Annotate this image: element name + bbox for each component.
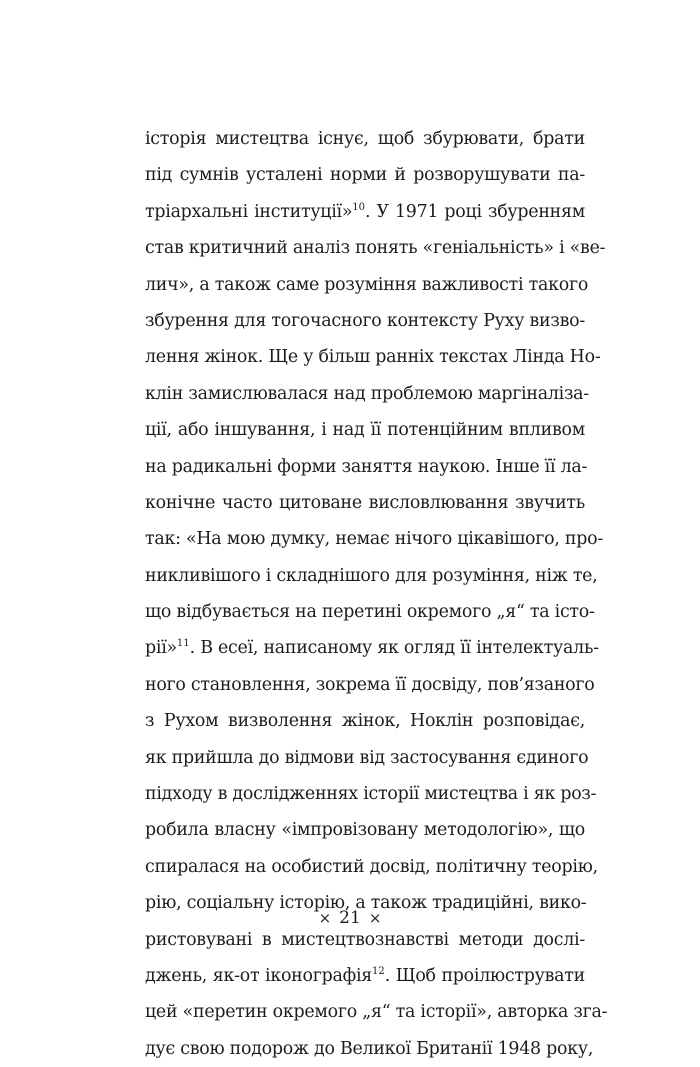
text-line bbox=[145, 594, 595, 630]
text-line bbox=[145, 667, 595, 703]
text-line bbox=[145, 849, 598, 885]
footnote-marker: 11 bbox=[176, 638, 190, 650]
text-line bbox=[145, 958, 585, 994]
line-text: ції, або іншування, і над її потенційним впливом bbox=[145, 420, 585, 441]
line-text: історія мистецтва існує, щоб збурювати, брати bbox=[145, 129, 585, 149]
line-text-continued: . В есеї, написаному як огляд її інтелектуаль- bbox=[189, 638, 599, 659]
line-text: рію, соціальну історію, а також традиційні, вико- bbox=[145, 893, 587, 914]
text-line bbox=[145, 267, 589, 303]
line-text: никливішого і складнішого для розуміння, ніж те, bbox=[145, 565, 598, 586]
line-text: конічне часто цитоване висловлювання звучить bbox=[145, 492, 585, 513]
footnote-marker: 10 bbox=[352, 201, 365, 213]
text-line bbox=[145, 376, 589, 412]
footnote-marker: 12 bbox=[372, 965, 385, 977]
text-line bbox=[145, 157, 585, 193]
text-line bbox=[145, 485, 585, 521]
text-line bbox=[145, 412, 585, 448]
line-text: цей «перетин окремого „я“ та історії», авторка зга- bbox=[145, 1002, 608, 1023]
line-text-continued: . У 1971 році збуренням bbox=[365, 201, 586, 222]
line-text: джень, як-от іконографія bbox=[145, 965, 373, 986]
text-line bbox=[145, 703, 585, 739]
text-line bbox=[145, 558, 598, 594]
text-line bbox=[145, 303, 585, 339]
line-text: збурення для тогочасного контексту Руху визво- bbox=[145, 310, 585, 331]
text-line bbox=[145, 740, 589, 776]
text-line bbox=[145, 776, 597, 812]
line-text: так: «На мою думку, немає нічого цікавішого, про- bbox=[145, 529, 603, 550]
line-text: на радикальні форми заняття наукою. Інше її ла- bbox=[145, 456, 588, 477]
text-line bbox=[145, 521, 603, 557]
text-line bbox=[145, 630, 599, 666]
footer-ornament-left: × bbox=[318, 909, 332, 927]
line-text: з Рухом визволення жінок, Ноклін розповідає, bbox=[145, 711, 585, 732]
line-text: рії» bbox=[145, 638, 177, 659]
line-text: спиралася на особистий досвід, політичну теорію, bbox=[145, 856, 598, 877]
line-text-continued: . Щоб проілюструвати bbox=[384, 965, 585, 986]
text-line bbox=[145, 194, 585, 230]
line-text: клін замислювалася над проблемою маргіналіза- bbox=[145, 383, 589, 404]
line-text: ристовувані в мистецтвознавстві методи дослі- bbox=[145, 929, 585, 950]
line-text: як прийшла до відмови від застосування єдиного bbox=[145, 747, 589, 768]
line-text: дує свою подорож до Великої Британії 1948 року, bbox=[145, 1038, 594, 1059]
text-line bbox=[145, 121, 585, 157]
text-line bbox=[145, 449, 588, 485]
line-text: під сумнів усталені норми й розворушувати па- bbox=[145, 165, 585, 186]
line-text: робила власну «імпровізовану методологію», що bbox=[145, 820, 585, 841]
line-text: лич», а також саме розуміння важливості такого bbox=[145, 274, 589, 295]
line-text: що відбувається на перетині окремого „я“ та істо- bbox=[145, 602, 595, 623]
line-text: ного становлення, зокрема її досвіду, пов’язаного bbox=[145, 674, 595, 695]
text-line bbox=[145, 339, 601, 375]
text-line bbox=[145, 230, 606, 266]
page-footer bbox=[0, 908, 700, 928]
page-number: 21 bbox=[339, 908, 361, 928]
line-text: тріархальні інституції» bbox=[145, 201, 353, 222]
text-line bbox=[145, 994, 608, 1030]
footer-ornament-right: × bbox=[368, 909, 382, 927]
line-text: став критичний аналіз понять «геніальність» і «ве- bbox=[145, 238, 606, 259]
line-text: лення жінок. Ще у більш ранніх текстах Лінда Но- bbox=[145, 347, 601, 368]
text-line bbox=[145, 1031, 594, 1067]
text-line bbox=[145, 812, 585, 848]
line-text: підходу в дослідженнях історії мистецтва і як роз- bbox=[145, 784, 597, 805]
